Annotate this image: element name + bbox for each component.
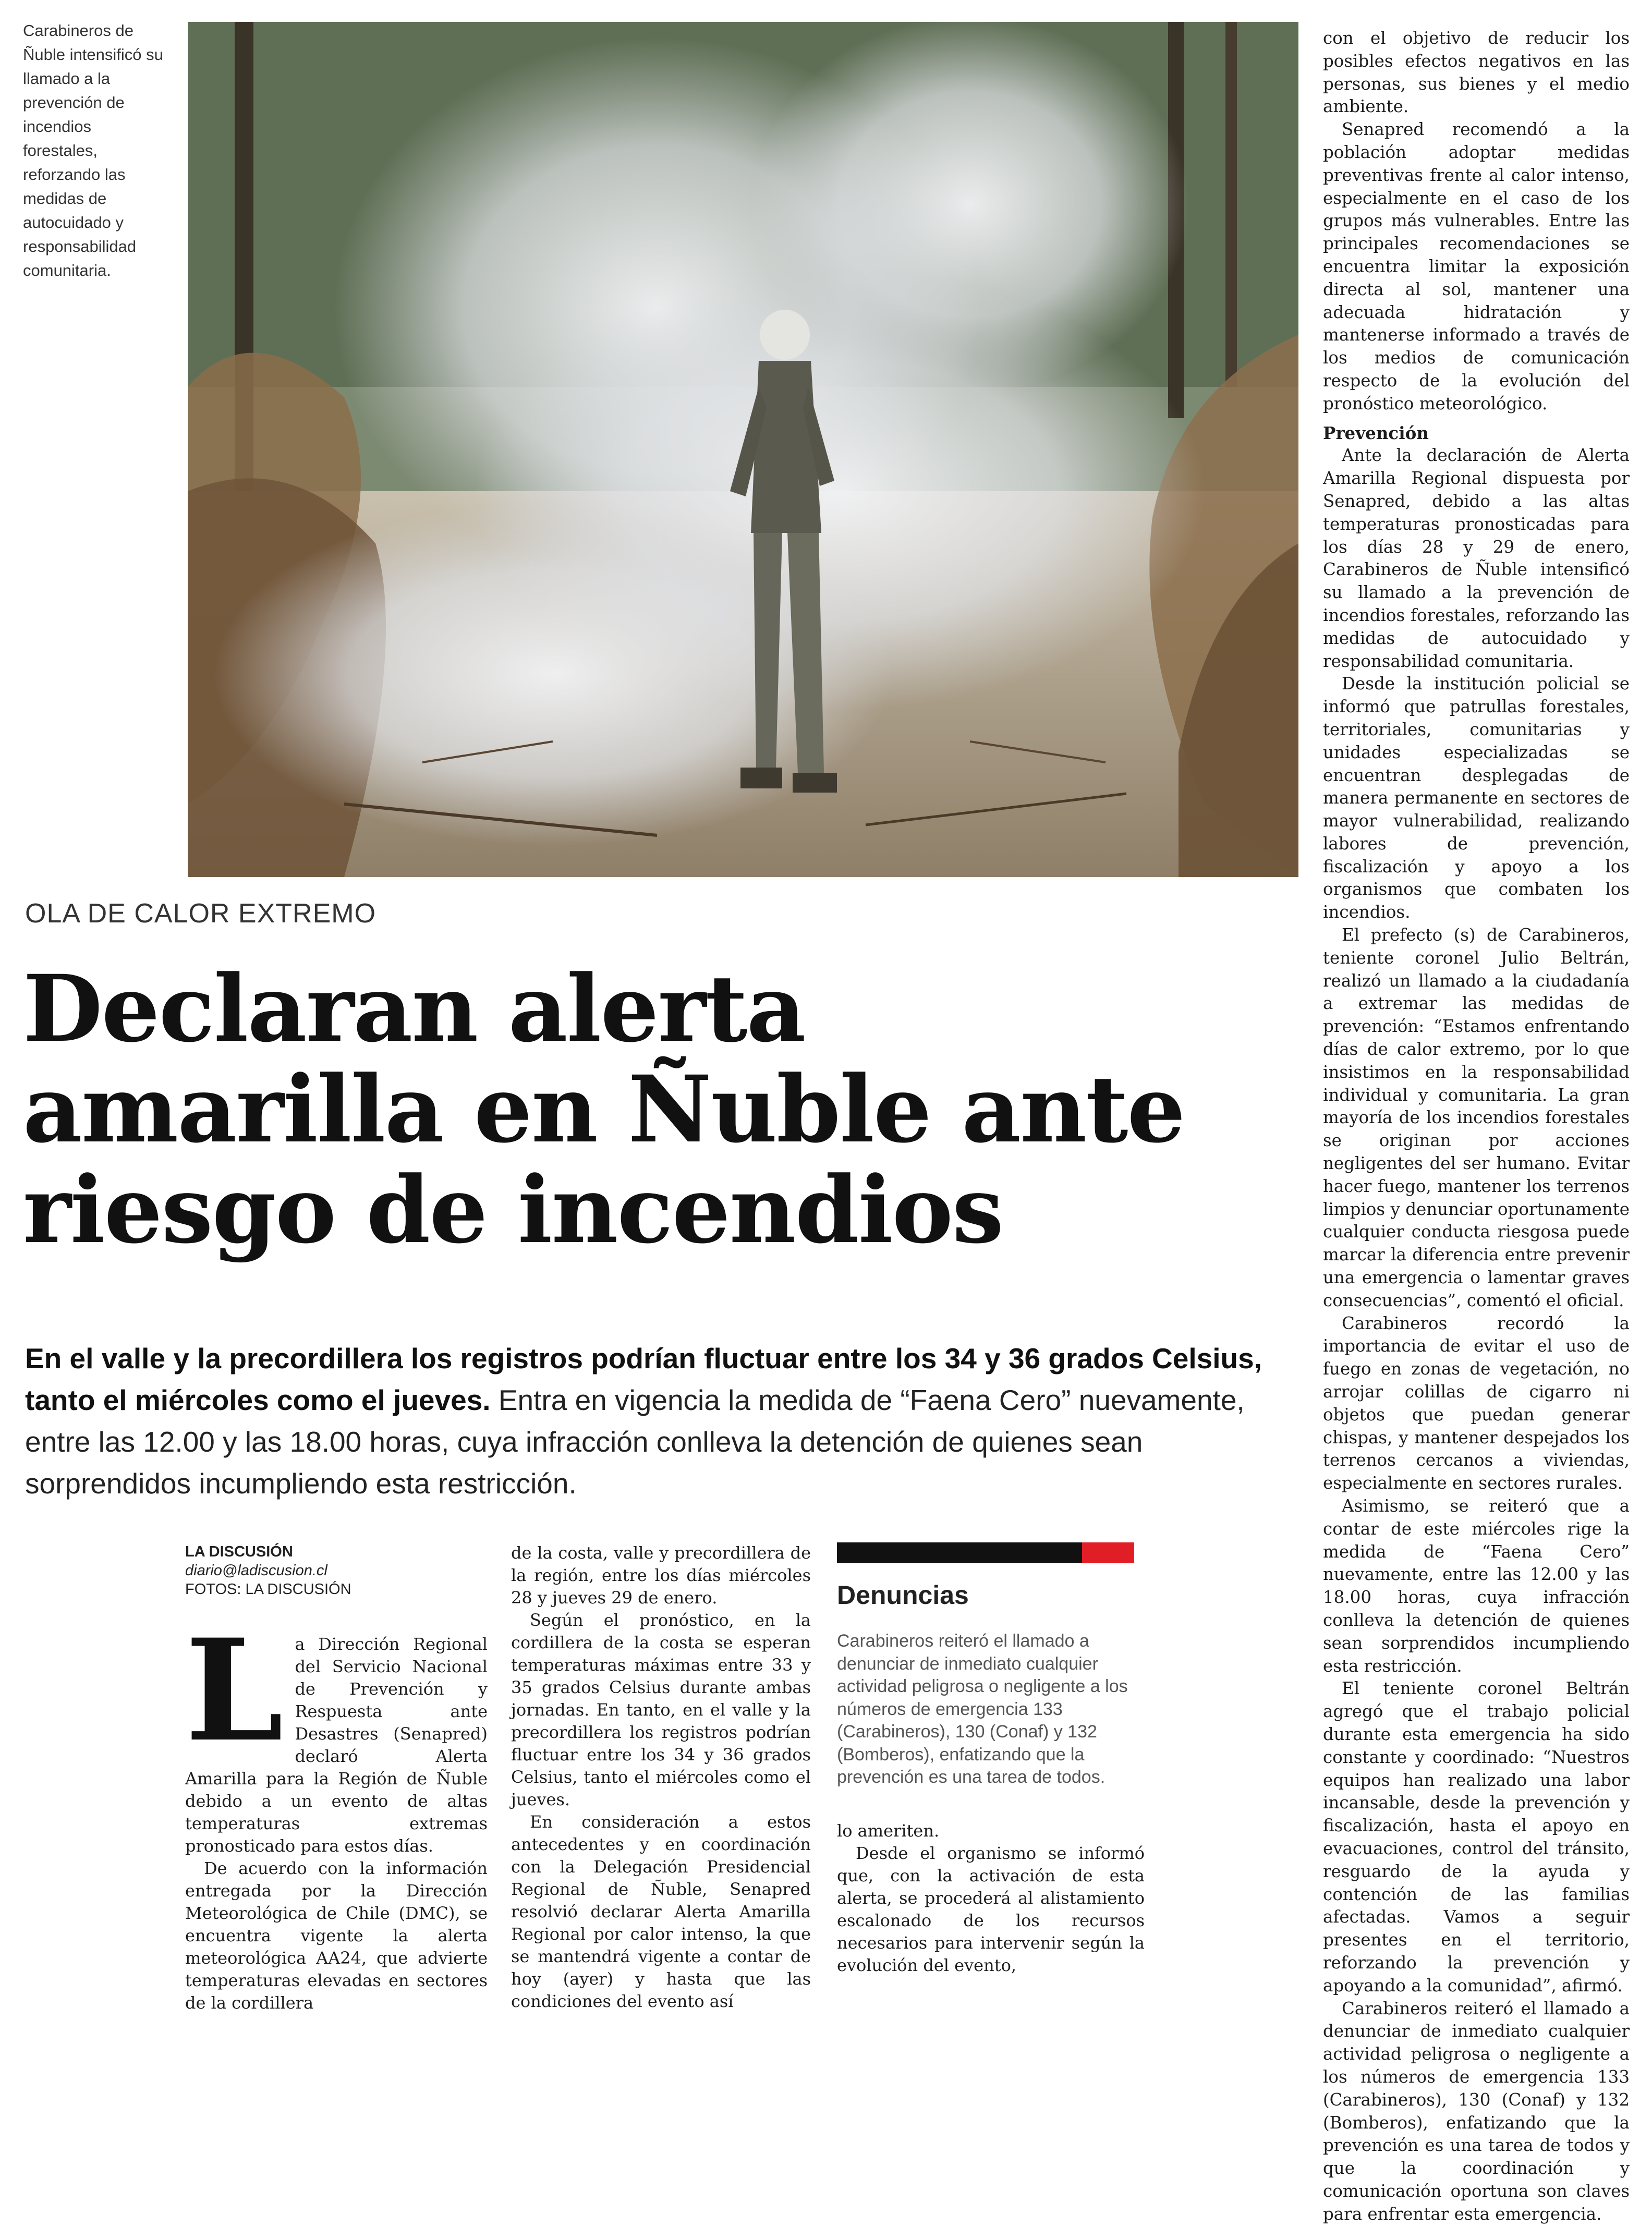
col4-paragraph-2: Senapred recomendó a la población adoptar medidas preventivas frente al calor intenso, especialmente en el caso de los grupos más vulnerables. Entre las principales recomendaciones se encuentra limitar la exposición directa al sol, mantener una adecuada hidratación y mantenerse informado a través de los medios de comunicación respecto de la evolución del pronóstico meteorológico. [1323,119,1630,413]
col4-paragraph-7: Asimismo, se reiteró que a contar de este miércoles rige la medida de “Faena Cero” nuevamente, entre las 12.00 y las 18.00 horas, cuya infracción conlleva la detención de quienes sean sorprendidos incumpliendo esta restricción. [1323,1496,1630,1676]
byline-author: LA DISCUSIÓN [185,1543,293,1560]
headline-line-2: amarilla en Ñuble ante [23,1055,1185,1163]
byline [185,1542,477,1599]
col2-paragraph-1: de la costa, valle y precordillera de la región, entre los días miércoles 28 y jueves 29 de enero. [511,1543,811,1608]
photo-illustration [188,22,1298,877]
article-column-4 [1323,27,1630,2226]
sidebar-title: Denuncias [837,1580,969,1610]
col4-paragraph-6: Carabineros recordó la importancia de evitar el uso de fuego en zonas de vegetación, no arrojar colillas de cigarro ni objetos que puedan generar chispas, y mantener despejados los terrenos cercanos a viviendas, especialmente en sectores rurales. [1323,1313,1630,1493]
lede-text: Entra en vigencia la medida de “Faena Cero” nuevamente, entre las 12.00 y las 18.00 horas, cuya infracción conlleva la detención de quienes sean sorprendidos incumpliendo esta restricción. [25,1384,1245,1500]
col3-paragraph-2: Desde el organismo se informó que, con la activación de esta alerta, se procederá al alistamiento escalonado de los recursos necesarios para intervenir según la evolución del evento, [837,1843,1145,1975]
col4-paragraph-9: Carabineros reiteró el llamado a denunciar de inmediato cualquier actividad peligrosa o negligente a los números de emergencia 133 (Carabineros), 130 (Conaf) y 132 (Bomberos), enfatizando que la prevención es una tarea de todos y que la coordinación y comunicación oportuna son claves para enfrentar esta emergencia. [1323,1998,1630,2224]
col4-paragraph-5: El prefecto (s) de Carabineros, teniente coronel Julio Beltrán, realizó un llamado a la ciudadanía a extremar las medidas de prevención: “Estamos enfrentando días de calor extremo, por lo que insistimos en la responsabilidad individual y comunitaria. La gran mayoría de los incendios forestales se originan por acciones negligentes del ser humano. Evitar hacer fuego, mantener los terrenos limpios y denunciar oportunamente cualquier conducta riesgosa puede marcar la diferencia entre prevenir una emergencia o lamentar graves consecuencias”, comentó el oficial. [1323,925,1630,1310]
col4-paragraph-3: Ante la declaración de Alerta Amarilla Regional dispuesta por Senapred, debido a las altas temperaturas pronosticadas para los días 28 y 29 de enero, Carabineros de Ñuble intensificó su llamado a la prevención de incendios forestales, reforzando las medidas de autocuidado y responsabilidad comunitaria. [1323,445,1630,671]
drop-cap: L [185,1609,284,1773]
headline-line-3: riesgo de incendios [23,1156,1003,1264]
section-kicker: OLA DE CALOR EXTREMO [25,898,376,929]
col3-paragraph-1: lo ameriten. [837,1821,940,1841]
col1-paragraph-1-text: a Dirección Regional del Servicio Nacional de Prevención y Respuesta ante Desastres (Senapred) declaró Alerta Amarilla para la Región de Ñuble debido a un evento de altas temperaturas extremas pronosticado para estos días. [185,1634,488,1856]
main-photo [188,22,1298,877]
col1-paragraph-1 [185,1609,488,1857]
col1-paragraph-2: De acuerdo con la información entregada por la Dirección Meteorológica de Chile (DMC), se encuentra vigente la alerta meteorológica AA24, que advierte temperaturas elevadas en sectores de la cordillera [185,1858,488,2013]
col2-paragraph-2: Según el pronóstico, en la cordillera de la costa se esperan temperaturas máximas entre 33 y 35 grados Celsius durante ambas jornadas. En tanto, en el valle y la precordillera los registros podrían fluctuar entre los 34 y 36 grados Celsius, tanto el miércoles como el jueves. [511,1610,811,1809]
article-column-1 [185,1609,488,2014]
headline [23,955,1306,1264]
sidebar-text: Carabineros reiteró el llamado a denunciar de inmediato cualquier actividad peligrosa o negligente a los números de emergencia 133 (Carabineros), 130 (Conaf) y 132 (Bomberos), enfatizando que la prevención es una tarea de todos. [837,1631,1128,1787]
lede [25,1337,1271,1504]
article-column-3 [837,1820,1145,1977]
col4-subhead: Prevención [1323,422,1429,443]
col2-paragraph-3: En consideración a estos antecedentes y en coordinación con la Delegación Presidencial Regional de Ñuble, Senapred resolvió declarar Alerta Amarilla Regional por calor intenso, la que se mantendrá vigente a contar de hoy (ayer) y hasta que las condiciones del evento así [511,1812,811,2011]
photo-caption: Carabineros de Ñuble intensificó su llamado a la prevención de incendios forestales, reforzando las medidas de autocuidado y responsabilidad comunitaria. [23,21,163,279]
article-column-2 [511,1542,811,2013]
sidebar-bar-red [1082,1542,1134,1563]
col4-paragraph-4: Desde la institución policial se informó que patrullas forestales, territoriales, comunitarias y unidades especializadas se encuentran desplegadas de manera permanente en sectores de mayor vulnerabilidad, realizando labores de prevención, fiscalización y apoyo a los organismos que combaten los incendios. [1323,674,1630,922]
byline-photos: FOTOS: LA DISCUSIÓN [185,1581,351,1598]
headline-line-1: Declaran alerta [23,955,805,1063]
byline-email: diario@ladiscusion.cl [185,1562,327,1579]
col4-paragraph-1: con el objetivo de reducir los posibles efectos negativos en las personas, sus bienes y el medio ambiente. [1323,28,1630,117]
col4-paragraph-8: El teniente coronel Beltrán agregó que el trabajo policial durante esta emergencia ha sido constante y coordinado: “Nuestros equipos han realizado una labor incansable, desde la prevención y fiscalización, hasta el apoyo en evacuaciones, control del tránsito, resguardo de la ayuda y contención de las familias afectadas. Vamos a seguir presentes en el territorio, reforzando la prevención y apoyando a la comunidad”, afirmó. [1323,1678,1630,1996]
lede-bold: En el valle y la precordillera los registros podrían fluctuar entre los 34 y 36 grados Celsius, tanto el miércoles como el jueves. [25,1342,1262,1416]
sidebar-bar-black [837,1542,1082,1563]
